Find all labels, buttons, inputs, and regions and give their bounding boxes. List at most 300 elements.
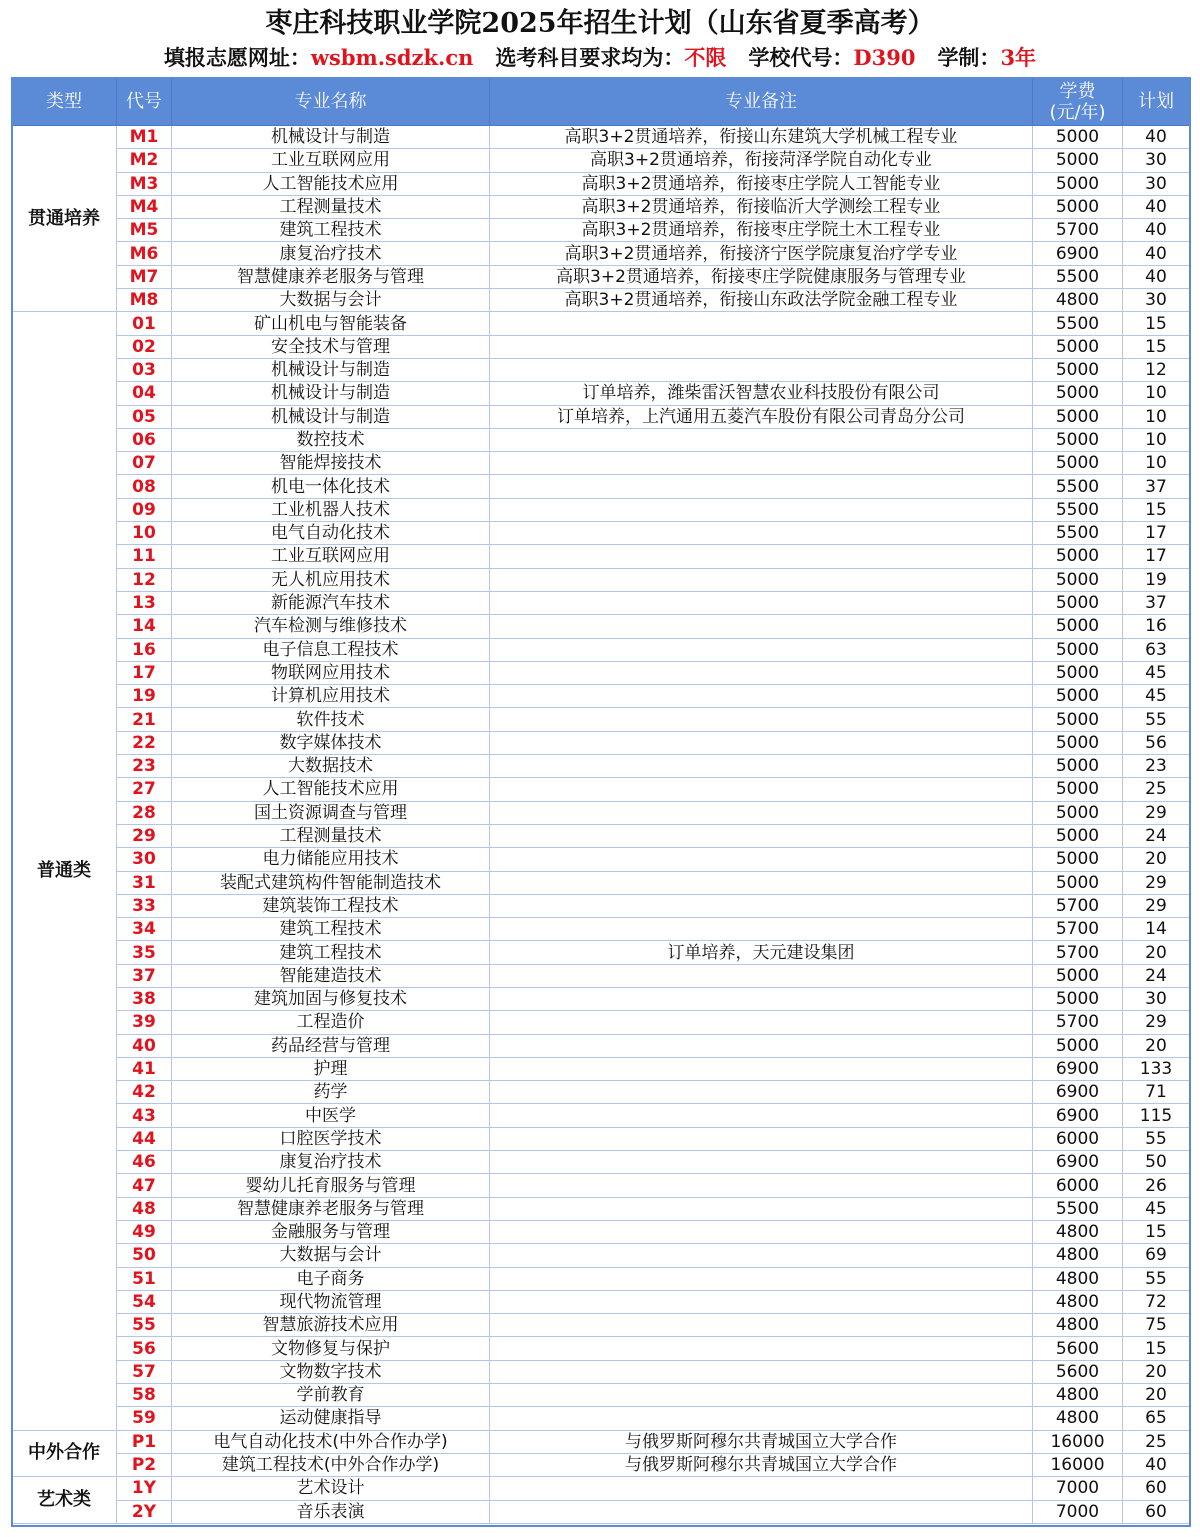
fee-header-line1: 学费 [1059, 80, 1096, 102]
major-cell: 现代物流管理 [172, 1290, 490, 1313]
note-cell [490, 545, 1033, 568]
fee-cell: 5500 [1033, 522, 1123, 545]
code-cell: 03 [117, 358, 172, 381]
major-cell: 大数据与会计 [172, 1244, 490, 1267]
fee-cell: 6000 [1033, 1174, 1123, 1197]
table-row [12, 824, 1190, 847]
major-cell: 装配式建筑构件智能制造技术 [172, 871, 490, 894]
note-cell [490, 1034, 1033, 1057]
table-row [12, 801, 1190, 824]
code-cell: M6 [117, 242, 172, 265]
note-cell [490, 428, 1033, 451]
note-cell: 高职3+2贯通培养，衔接枣庄学院人工智能专业 [490, 172, 1033, 195]
fee-cell: 5000 [1033, 871, 1123, 894]
table-row [12, 335, 1190, 358]
plan-cell: 40 [1123, 126, 1190, 149]
table-row [12, 1057, 1190, 1080]
code-cell: 09 [117, 498, 172, 521]
code-cell: 27 [117, 778, 172, 801]
major-cell: 工程测量技术 [172, 824, 490, 847]
major-cell: 机械设计与制造 [172, 405, 490, 428]
table-row [12, 778, 1190, 801]
code-cell: 44 [117, 1127, 172, 1150]
code-cell: 14 [117, 615, 172, 638]
page-header [0, 0, 1200, 76]
table-row [12, 1384, 1190, 1407]
note-cell [490, 615, 1033, 638]
note-cell [490, 568, 1033, 591]
major-cell: 电子信息工程技术 [172, 638, 490, 661]
fee-cell: 5000 [1033, 545, 1123, 568]
fee-cell: 7000 [1033, 1500, 1123, 1523]
col-header-note: 专业备注 [490, 78, 1033, 126]
major-cell: 药学 [172, 1081, 490, 1104]
major-cell: 软件技术 [172, 708, 490, 731]
fee-cell: 6900 [1033, 1151, 1123, 1174]
code-cell: 2Y [117, 1500, 172, 1523]
table-row [12, 1197, 1190, 1220]
note-cell [490, 894, 1033, 917]
table-row [12, 1430, 1190, 1453]
table-row [12, 1081, 1190, 1104]
major-cell: 建筑加固与修复技术 [172, 987, 490, 1010]
major-cell: 工业互联网应用 [172, 545, 490, 568]
major-cell: 汽车检测与维修技术 [172, 615, 490, 638]
url-value: wsbm.sdzk.cn [310, 45, 474, 70]
code-cell: 30 [117, 848, 172, 871]
fee-cell: 4800 [1033, 1267, 1123, 1290]
table-row [12, 615, 1190, 638]
fee-cell: 5000 [1033, 685, 1123, 708]
major-cell: 机电一体化技术 [172, 475, 490, 498]
table-row [12, 522, 1190, 545]
code-cell: M3 [117, 172, 172, 195]
plan-cell: 37 [1123, 475, 1190, 498]
table-row [12, 1500, 1190, 1523]
category-cell: 普通类 [12, 312, 117, 1430]
fee-cell: 5500 [1033, 498, 1123, 521]
table-row [12, 1290, 1190, 1313]
plan-cell: 20 [1123, 848, 1190, 871]
code-cell: M5 [117, 219, 172, 242]
table-row [12, 405, 1190, 428]
url-label: 填报志愿网址： [163, 45, 311, 70]
major-cell: 婴幼儿托育服务与管理 [172, 1174, 490, 1197]
note-cell [490, 1197, 1033, 1220]
note-cell [490, 312, 1033, 335]
fee-cell: 5000 [1033, 126, 1123, 149]
col-header-plan: 计划 [1123, 78, 1190, 126]
note-cell: 高职3+2贯通培养，衔接枣庄学院健康服务与管理专业 [490, 265, 1033, 288]
code-cell: 10 [117, 522, 172, 545]
col-header-fee [1033, 78, 1123, 126]
table-row [12, 475, 1190, 498]
major-cell: 计算机应用技术 [172, 685, 490, 708]
plan-cell: 30 [1123, 172, 1190, 195]
fee-cell: 5000 [1033, 172, 1123, 195]
fee-cell: 5700 [1033, 941, 1123, 964]
table-row [12, 126, 1190, 149]
major-cell: 智能建造技术 [172, 964, 490, 987]
fee-cell: 5500 [1033, 1197, 1123, 1220]
fee-cell: 5000 [1033, 964, 1123, 987]
major-cell: 文物数字技术 [172, 1360, 490, 1383]
fee-cell: 5000 [1033, 638, 1123, 661]
code-cell: 39 [117, 1011, 172, 1034]
plan-cell: 29 [1123, 871, 1190, 894]
note-cell [490, 848, 1033, 871]
plan-cell: 25 [1123, 778, 1190, 801]
code-cell: 37 [117, 964, 172, 987]
note-cell [490, 871, 1033, 894]
major-cell: 文物修复与保护 [172, 1337, 490, 1360]
table-row [12, 591, 1190, 614]
code-cell: 05 [117, 405, 172, 428]
fee-cell: 6900 [1033, 242, 1123, 265]
table-row [12, 894, 1190, 917]
plan-cell: 16 [1123, 615, 1190, 638]
fee-cell: 4800 [1033, 1244, 1123, 1267]
plan-cell: 14 [1123, 918, 1190, 941]
table-row [12, 848, 1190, 871]
table-row [12, 755, 1190, 778]
major-cell: 学前教育 [172, 1384, 490, 1407]
col-header-major: 专业名称 [172, 78, 490, 126]
major-cell: 安全技术与管理 [172, 335, 490, 358]
table-row [12, 452, 1190, 475]
major-cell: 机械设计与制造 [172, 358, 490, 381]
code-cell: M8 [117, 289, 172, 312]
plan-cell: 15 [1123, 335, 1190, 358]
plan-cell: 30 [1123, 987, 1190, 1010]
plan-cell: 29 [1123, 801, 1190, 824]
table-row [12, 708, 1190, 731]
table-row [12, 1267, 1190, 1290]
code-cell: 29 [117, 824, 172, 847]
plan-cell: 133 [1123, 1057, 1190, 1080]
code-cell: M7 [117, 265, 172, 288]
plan-cell: 60 [1123, 1477, 1190, 1500]
note-cell [490, 1174, 1033, 1197]
code-cell: 19 [117, 685, 172, 708]
category-cell: 贯通培养 [12, 126, 117, 312]
major-cell: 康复治疗技术 [172, 1151, 490, 1174]
plan-cell: 75 [1123, 1314, 1190, 1337]
table-row [12, 1127, 1190, 1150]
plan-cell: 37 [1123, 591, 1190, 614]
plan-cell: 24 [1123, 824, 1190, 847]
table-body [12, 126, 1190, 1524]
plan-cell: 17 [1123, 545, 1190, 568]
major-cell: 智慧健康养老服务与管理 [172, 265, 490, 288]
note-cell [490, 1057, 1033, 1080]
major-cell: 电气自动化技术 [172, 522, 490, 545]
table-row [12, 1244, 1190, 1267]
note-cell: 与俄罗斯阿穆尔共青城国立大学合作 [490, 1453, 1033, 1476]
note-cell [490, 1127, 1033, 1150]
plan-cell: 10 [1123, 452, 1190, 475]
note-cell: 订单培养，天元建设集团 [490, 941, 1033, 964]
code-cell: 41 [117, 1057, 172, 1080]
note-cell [490, 638, 1033, 661]
plan-cell: 71 [1123, 1081, 1190, 1104]
code-cell: 43 [117, 1104, 172, 1127]
fee-header-line2: (元/年) [1049, 101, 1106, 123]
code-cell: 50 [117, 1244, 172, 1267]
code-cell: 02 [117, 335, 172, 358]
major-cell: 工业互联网应用 [172, 149, 490, 172]
major-cell: 口腔医学技术 [172, 1127, 490, 1150]
code-cell: 21 [117, 708, 172, 731]
note-cell: 高职3+2贯通培养，衔接济宁医学院康复治疗学专业 [490, 242, 1033, 265]
code-cell: 54 [117, 1290, 172, 1313]
major-cell: 音乐表演 [172, 1500, 490, 1523]
fee-cell: 5500 [1033, 312, 1123, 335]
table-row [12, 1011, 1190, 1034]
note-cell [490, 824, 1033, 847]
col-header-category: 类型 [12, 78, 117, 126]
code-cell: 40 [117, 1034, 172, 1057]
major-cell: 工程测量技术 [172, 195, 490, 218]
table-row [12, 1407, 1190, 1430]
fee-cell: 5500 [1033, 265, 1123, 288]
fee-cell: 5000 [1033, 405, 1123, 428]
major-cell: 物联网应用技术 [172, 661, 490, 684]
major-cell: 智慧健康养老服务与管理 [172, 1197, 490, 1220]
fee-cell: 5000 [1033, 778, 1123, 801]
plan-cell: 55 [1123, 1267, 1190, 1290]
code-cell: 06 [117, 428, 172, 451]
fee-cell: 5000 [1033, 591, 1123, 614]
table-row [12, 964, 1190, 987]
table-row [12, 685, 1190, 708]
code-cell: 11 [117, 545, 172, 568]
code-cell: 28 [117, 801, 172, 824]
plan-cell: 69 [1123, 1244, 1190, 1267]
fee-cell: 4800 [1033, 1314, 1123, 1337]
fee-cell: 5000 [1033, 195, 1123, 218]
fee-cell: 5000 [1033, 149, 1123, 172]
table-row [12, 172, 1190, 195]
table-row [12, 661, 1190, 684]
plan-cell: 45 [1123, 661, 1190, 684]
plan-cell: 26 [1123, 1174, 1190, 1197]
plan-cell: 40 [1123, 265, 1190, 288]
major-cell: 建筑工程技术 [172, 941, 490, 964]
major-cell: 建筑装饰工程技术 [172, 894, 490, 917]
code-cell: 01 [117, 312, 172, 335]
major-cell: 无人机应用技术 [172, 568, 490, 591]
code-cell: 35 [117, 941, 172, 964]
table-row [12, 1314, 1190, 1337]
major-cell: 艺术设计 [172, 1477, 490, 1500]
code-cell: 17 [117, 661, 172, 684]
note-cell [490, 1500, 1033, 1523]
major-cell: 数字媒体技术 [172, 731, 490, 754]
enrollment-table [11, 77, 1190, 1524]
plan-cell: 10 [1123, 428, 1190, 451]
plan-cell: 20 [1123, 941, 1190, 964]
major-cell: 大数据技术 [172, 755, 490, 778]
category-cell: 中外合作 [12, 1430, 117, 1477]
duration-label: 学制： [937, 45, 1001, 70]
plan-cell: 60 [1123, 1500, 1190, 1523]
code-cell: 13 [117, 591, 172, 614]
note-cell [490, 591, 1033, 614]
major-cell: 智慧旅游技术应用 [172, 1314, 490, 1337]
code-cell: 56 [117, 1337, 172, 1360]
note-cell [490, 1151, 1033, 1174]
note-cell [490, 987, 1033, 1010]
code-cell: 59 [117, 1407, 172, 1430]
major-cell: 国土资源调查与管理 [172, 801, 490, 824]
plan-cell: 72 [1123, 1290, 1190, 1313]
note-cell [490, 522, 1033, 545]
table-row [12, 918, 1190, 941]
major-cell: 电力储能应用技术 [172, 848, 490, 871]
code-cell: P1 [117, 1430, 172, 1453]
plan-cell: 40 [1123, 219, 1190, 242]
code-cell: 12 [117, 568, 172, 591]
note-cell [490, 1290, 1033, 1313]
plan-cell: 10 [1123, 382, 1190, 405]
note-cell [490, 755, 1033, 778]
fee-cell: 5000 [1033, 661, 1123, 684]
fee-cell: 4800 [1033, 1384, 1123, 1407]
school-code-value: D390 [853, 45, 916, 70]
major-cell: 中医学 [172, 1104, 490, 1127]
note-cell: 高职3+2贯通培养，衔接临沂大学测绘工程专业 [490, 195, 1033, 218]
major-cell: 建筑工程技术(中外合作办学) [172, 1453, 490, 1476]
plan-cell: 20 [1123, 1360, 1190, 1383]
table-row [12, 265, 1190, 288]
subject-label: 选考科目要求均为： [495, 45, 685, 70]
fee-cell: 5000 [1033, 731, 1123, 754]
table-row [12, 731, 1190, 754]
fee-cell: 5000 [1033, 568, 1123, 591]
table-row [12, 1151, 1190, 1174]
code-cell: M1 [117, 126, 172, 149]
code-cell: 48 [117, 1197, 172, 1220]
major-cell: 工程造价 [172, 1011, 490, 1034]
table-row [12, 987, 1190, 1010]
code-cell: 07 [117, 452, 172, 475]
major-cell: 数控技术 [172, 428, 490, 451]
plan-cell: 10 [1123, 405, 1190, 428]
plan-cell: 15 [1123, 498, 1190, 521]
fee-cell: 5000 [1033, 708, 1123, 731]
table-row [12, 149, 1190, 172]
code-cell: 38 [117, 987, 172, 1010]
table-row [12, 545, 1190, 568]
fee-cell: 16000 [1033, 1430, 1123, 1453]
fee-cell: 5000 [1033, 358, 1123, 381]
code-cell: 23 [117, 755, 172, 778]
note-cell: 高职3+2贯通培养，衔接菏泽学院自动化专业 [490, 149, 1033, 172]
table-row [12, 312, 1190, 335]
plan-cell: 40 [1123, 1453, 1190, 1476]
table-row [12, 242, 1190, 265]
fee-cell: 5000 [1033, 1034, 1123, 1057]
plan-cell: 12 [1123, 358, 1190, 381]
fee-cell: 5500 [1033, 475, 1123, 498]
fee-cell: 4800 [1033, 1407, 1123, 1430]
fee-cell: 5600 [1033, 1337, 1123, 1360]
note-cell [490, 661, 1033, 684]
major-cell: 大数据与会计 [172, 289, 490, 312]
note-cell [490, 731, 1033, 754]
code-cell: 47 [117, 1174, 172, 1197]
plan-cell: 25 [1123, 1430, 1190, 1453]
plan-cell: 15 [1123, 1220, 1190, 1243]
table-row [12, 1337, 1190, 1360]
major-cell: 机械设计与制造 [172, 382, 490, 405]
fee-cell: 5000 [1033, 824, 1123, 847]
fee-cell: 5000 [1033, 755, 1123, 778]
fee-cell: 6900 [1033, 1057, 1123, 1080]
note-cell [490, 1267, 1033, 1290]
fee-cell: 5000 [1033, 335, 1123, 358]
code-cell: 04 [117, 382, 172, 405]
code-cell: 33 [117, 894, 172, 917]
major-cell: 康复治疗技术 [172, 242, 490, 265]
note-cell [490, 475, 1033, 498]
code-cell: 08 [117, 475, 172, 498]
table-row [12, 568, 1190, 591]
fee-cell: 4800 [1033, 289, 1123, 312]
note-cell [490, 778, 1033, 801]
plan-cell: 20 [1123, 1384, 1190, 1407]
major-cell: 金融服务与管理 [172, 1220, 490, 1243]
school-code-label: 学校代号： [748, 45, 854, 70]
fee-cell: 4800 [1033, 1290, 1123, 1313]
note-cell [490, 1244, 1033, 1267]
table-row [12, 1477, 1190, 1500]
note-cell: 订单培养，上汽通用五菱汽车股份有限公司青岛分公司 [490, 405, 1033, 428]
plan-cell: 63 [1123, 638, 1190, 661]
fee-cell: 5000 [1033, 615, 1123, 638]
code-cell: 51 [117, 1267, 172, 1290]
plan-cell: 45 [1123, 1197, 1190, 1220]
code-cell: 1Y [117, 1477, 172, 1500]
code-cell: 42 [117, 1081, 172, 1104]
major-cell: 机械设计与制造 [172, 126, 490, 149]
plan-cell: 29 [1123, 894, 1190, 917]
note-cell [490, 1011, 1033, 1034]
table-row [12, 871, 1190, 894]
page-subtitle [0, 42, 1200, 74]
fee-cell: 5700 [1033, 894, 1123, 917]
fee-cell: 4800 [1033, 1220, 1123, 1243]
note-cell [490, 1477, 1033, 1500]
code-cell: M2 [117, 149, 172, 172]
code-cell: 58 [117, 1384, 172, 1407]
fee-cell: 5000 [1033, 987, 1123, 1010]
major-cell: 电子商务 [172, 1267, 490, 1290]
major-cell: 智能焊接技术 [172, 452, 490, 475]
plan-cell: 24 [1123, 964, 1190, 987]
page-title: 枣庄科技职业学院2025年招生计划（山东省夏季高考） [265, 8, 935, 39]
plan-cell: 56 [1123, 731, 1190, 754]
fee-cell: 6900 [1033, 1081, 1123, 1104]
category-cell: 艺术类 [12, 1477, 117, 1524]
table-row [12, 1360, 1190, 1383]
table-row [12, 382, 1190, 405]
note-cell [490, 1407, 1033, 1430]
fee-cell: 7000 [1033, 1477, 1123, 1500]
major-cell: 药品经营与管理 [172, 1034, 490, 1057]
note-cell: 高职3+2贯通培养，衔接山东政法学院金融工程专业 [490, 289, 1033, 312]
